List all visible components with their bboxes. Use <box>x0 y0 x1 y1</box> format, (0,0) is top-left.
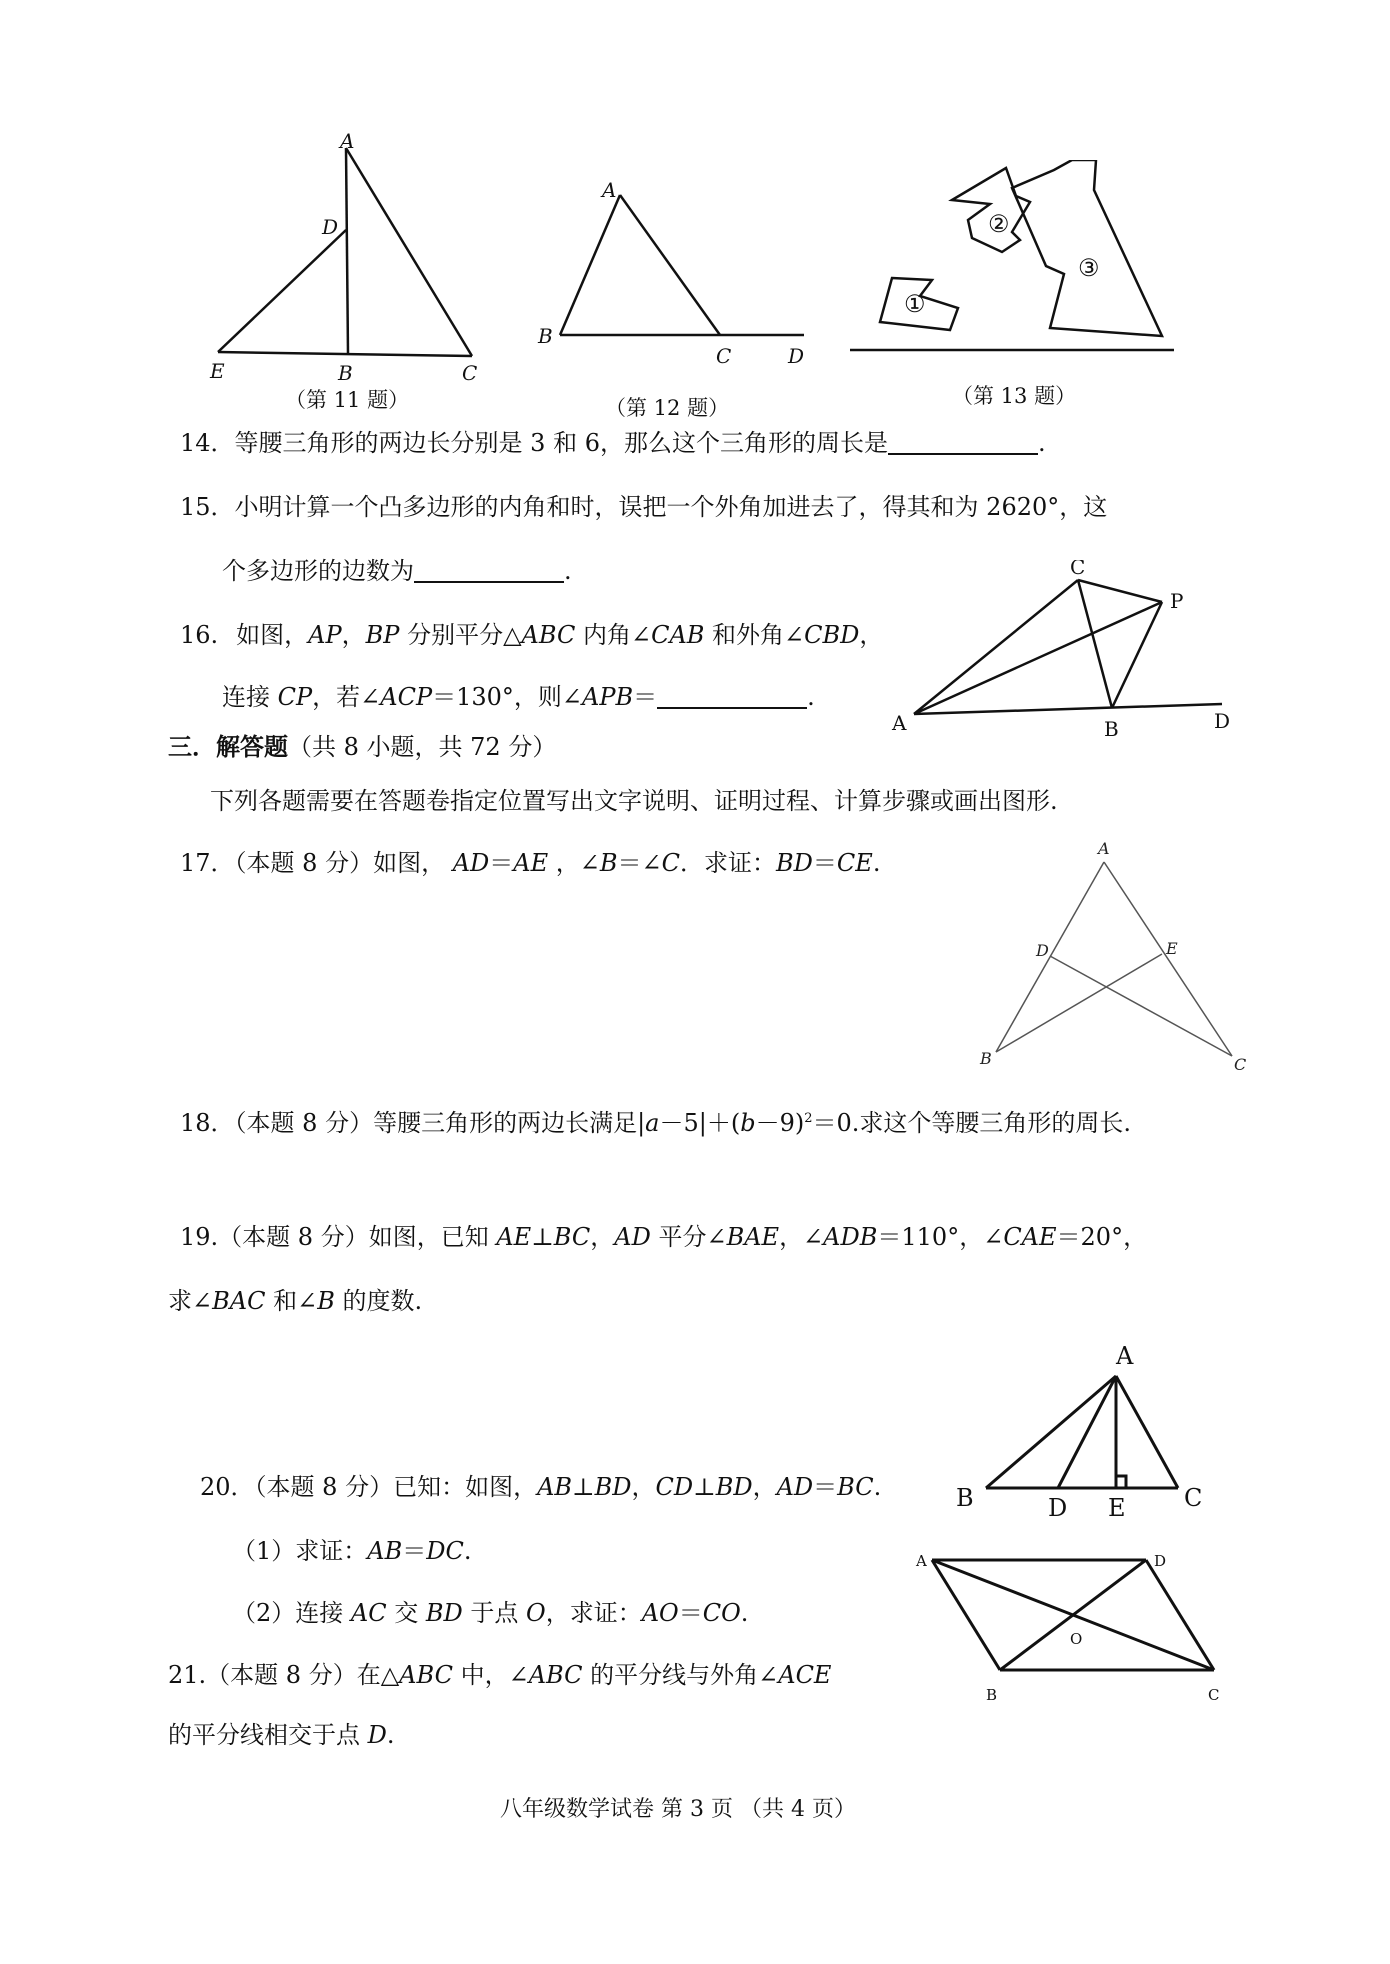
fig12-label-b: B <box>538 324 553 348</box>
figure-11 <box>200 130 490 390</box>
figure-13 <box>840 160 1180 360</box>
fig17-label-b: B <box>980 1049 992 1068</box>
fig20-label-a: A <box>916 1552 927 1570</box>
fig16-label-c: C <box>1070 560 1086 579</box>
fig19-label-b: B <box>956 1484 974 1512</box>
fig12-label-a: A <box>602 178 617 202</box>
answer-blank-14[interactable] <box>888 427 1038 455</box>
fig11-label-e: E <box>210 359 225 383</box>
fig12-caption: （第 12 题） <box>605 396 730 420</box>
fig20-label-b: B <box>986 1686 998 1704</box>
fig17-label-c: C <box>1234 1055 1247 1074</box>
figure-17 <box>970 838 1260 1078</box>
question-18: 18．（本题 8 分）等腰三角形的两边长满足$|a-5|+(b-9)^2=0$.求这个等腰三角形的周长. <box>180 1109 1132 1137</box>
figure-12 <box>530 175 820 375</box>
page-footer: 八年级数学试卷 第 3 页 （共 4 页） <box>500 1797 856 1822</box>
fig17-label-d: D <box>1036 941 1049 960</box>
fig17-label-e: E <box>1166 939 1178 958</box>
fig19-label-c: C <box>1184 1484 1203 1512</box>
question-15-line2: 个多边形的边数为 . <box>222 557 572 585</box>
fig11-label-d: D <box>322 215 339 239</box>
question-19-line2: 求∠BAC 和∠B 的度数. <box>168 1287 423 1315</box>
fig11-label-b: B <box>338 361 353 385</box>
question-20-part-1: （1）求证：AB＝DC. <box>232 1537 472 1565</box>
question-14: 14．等腰三角形的两边长分别是 3 和 6，那么这个三角形的周长是 . <box>180 429 1046 457</box>
question-15-line1: 15．小明计算一个凸多边形的内角和时，误把一个外角加进去了，得其和为 2620°，这 <box>180 493 1108 521</box>
fig20-label-o: O <box>1070 1630 1083 1648</box>
figure-19 <box>950 1334 1210 1524</box>
fig12-label-d: D <box>788 344 805 368</box>
fig13-label-2: ② <box>988 210 1010 238</box>
question-21-line1: 21.（本题 8 分）在△ABC 中，∠ABC 的平分线与外角∠ACE <box>168 1661 832 1689</box>
section-3-heading: 三．解答题（共 8 小题，共 72 分） <box>168 732 557 761</box>
fig13-caption: （第 13 题） <box>952 384 1077 408</box>
fig13-label-3: ③ <box>1078 254 1100 282</box>
fig19-label-e: E <box>1108 1494 1126 1522</box>
figure-20 <box>910 1544 1230 1714</box>
answer-blank-16[interactable] <box>657 681 807 709</box>
question-16-line1: 16. 如图，AP，BP 分别平分△ABC 内角∠CAB 和外角∠CBD， <box>180 621 884 649</box>
question-20-part-2: （2）连接 AC 交 BD 于点 O，求证：AO＝CO. <box>232 1599 749 1627</box>
fig16-label-d: D <box>1214 709 1231 733</box>
question-17: 17．（本题 8 分）如图， AD＝AE ，∠B＝∠C．求证：BD＝CE. <box>180 849 881 877</box>
fig11-label-a: A <box>340 130 355 153</box>
figure-16 <box>880 560 1260 750</box>
answer-blank-15[interactable] <box>414 555 564 583</box>
fig12-label-c: C <box>716 344 732 368</box>
question-19-line1: 19.（本题 8 分）如图，已知 AE⊥BC，AD 平分∠BAE，∠ADB＝110°，∠CAE＝20°， <box>180 1223 1148 1251</box>
section-3-instruction: 下列各题需要在答题卷指定位置写出文字说明、证明过程、计算步骤或画出图形. <box>210 787 1058 815</box>
fig16-label-p: P <box>1170 589 1184 613</box>
fig16-label-a: A <box>892 711 907 735</box>
fig11-caption: （第 11 题） <box>285 388 410 412</box>
fig16-label-b: B <box>1104 717 1119 741</box>
fig19-label-d: D <box>1048 1494 1068 1522</box>
fig17-label-a: A <box>1098 839 1110 858</box>
question-20: 20．（本题 8 分）已知：如图，AB⊥BD，CD⊥BD，AD＝BC. <box>200 1473 882 1501</box>
question-16-line2: 连接 CP，若∠ACP＝130°，则∠APB＝ . <box>222 683 815 711</box>
fig11-label-c: C <box>462 361 478 385</box>
fig20-label-c: C <box>1208 1686 1220 1704</box>
fig19-label-a: A <box>1116 1342 1134 1370</box>
question-21-line2: 的平分线相交于点 D. <box>168 1721 395 1749</box>
fig20-label-d: D <box>1154 1552 1167 1570</box>
fig13-label-1: ① <box>904 290 926 318</box>
